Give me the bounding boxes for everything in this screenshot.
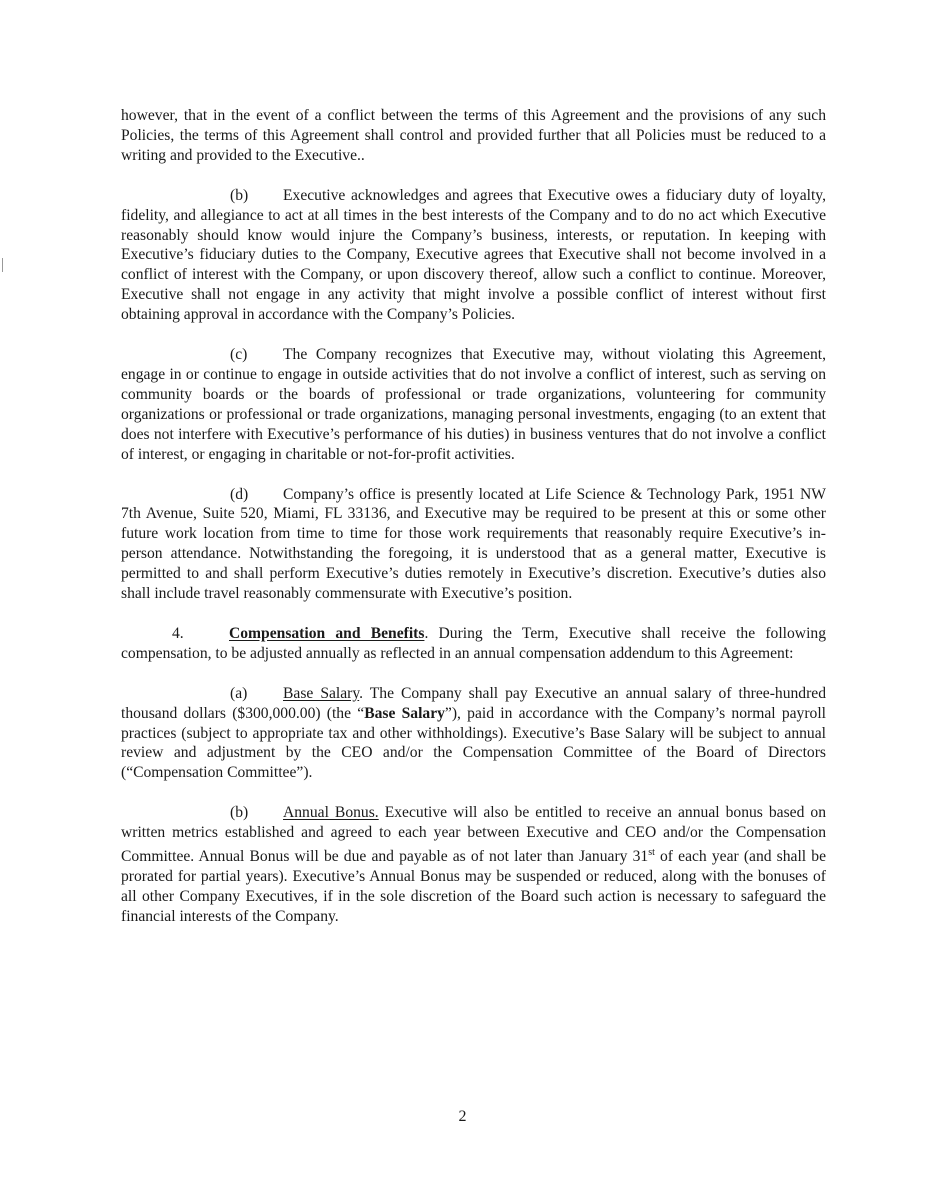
page-number: 2 bbox=[458, 1108, 467, 1125]
paragraph-label: (a) bbox=[230, 684, 248, 702]
paragraph-heading: Annual Bonus. bbox=[283, 804, 379, 822]
document-body bbox=[121, 106, 826, 947]
paragraph-text-continued: ”), paid in accordance with the Company’s normal payroll practices (subject to appropriate tax and other withholdings). Executive’s Base Salary will be subject to annual review and adjustment by the CEO and/or the Compensation Committee of the Board of Directors (“Compensation Committee”). bbox=[121, 704, 826, 782]
paragraph-label: (b) bbox=[230, 804, 249, 822]
paragraph-text: Executive acknowledges and agrees that Executive owes a fiduciary duty of loyalty, fidelity, and allegiance to act at all times in the best interests of the Company and to do no act which Executive reasonably should know would injure the Company’s business, interests, or reputation. In keeping with Executive’s fiduciary duties to the Company, Executive agrees that Executive shall not become involved in a conflict of interest with the Company, or upon discovery thereof, allow such a conflict to continue. Moreover, Executive shall not engage in any activity that might involve a possible conflict of interest without first obtaining approval in accordance with the Company’s Policies. bbox=[121, 186, 826, 324]
paragraph-b-fiduciary-duty bbox=[121, 186, 826, 325]
paragraph-c-outside-activities bbox=[121, 345, 826, 464]
section-number: 4. bbox=[172, 624, 184, 642]
paragraph-text: The Company recognizes that Executive may, without violating this Agreement, engage in or continue to engage in outside activities that do not involve a conflict of interest, such as serving on community boards or the boards of professional or trade organizations, volunteering for community organizations or professional or trade organizations, managing personal investments, engaging (to an extent that does not interfere with Executive’s performance of his duties) in business ventures that do not involve a conflict of interest, or engaging in charitable or not-for-profit activities. bbox=[121, 346, 826, 463]
paragraph-text: Company’s office is presently located at Life Science & Technology Park, 1951 NW 7th Avenue, Suite 520, Miami, FL 33136, and Executive may be required to be present at this or some other future work location from time to time for those work requirements that reasonably require Executive’s in-person attendance. Notwithstanding the foregoing, it is understood that as a general matter, Executive is permitted to and shall perform Executive’s duties remotely in Executive’s discretion. Executive’s duties also shall include travel reasonably commensurate with Executive’s position. bbox=[121, 485, 826, 603]
paragraph-label: (c) bbox=[230, 346, 248, 364]
defined-term: Base Salary bbox=[364, 704, 445, 722]
paragraph-text-continued: of each year (and shall be prorated for partial years). Executive’s Annual Bonus may be suspended or reduced, along with the bonuses of all other Company Executives, if in the sole discretion of the Board such action is necessary to safeguard the financial interests of the Company. bbox=[121, 848, 826, 925]
section-heading: Compensation and Benefits bbox=[229, 624, 425, 642]
section-4-compensation bbox=[121, 624, 826, 664]
paragraph-heading: Base Salary bbox=[283, 684, 360, 702]
section-text: . During the Term, Executive shall receive the following compensation, to be adjusted annually as reflected in an annual compensation addendum to this Agreement: bbox=[121, 624, 826, 662]
paragraph-text: Executive will also be entitled to receive an annual bonus based on written metrics established and agreed to each year between Executive and CEO and/or the Compensation Committee. Annual Bonus will be due and payable as of not later than January 31 bbox=[121, 804, 827, 866]
paragraph-4a-base-salary bbox=[121, 684, 826, 784]
paragraph-text: . The Company shall pay Executive an annual salary of three-hundred thousand dollars ($300,000.00) (the “ bbox=[121, 684, 826, 722]
ordinal-suffix: st bbox=[648, 847, 655, 859]
paragraph-label: (b) bbox=[230, 186, 249, 204]
paragraph-d-office-location bbox=[121, 485, 826, 604]
scan-edge-mark bbox=[2, 258, 3, 272]
intro-paragraph: however, that in the event of a conflict between the terms of this Agreement and the provisions of any such Policies, the terms of this Agreement shall control and provided further that all Policies must be reduced to a writing and provided to the Executive.. bbox=[121, 107, 826, 164]
paragraph-label: (d) bbox=[230, 485, 249, 503]
paragraph-4b-annual-bonus bbox=[121, 803, 826, 927]
